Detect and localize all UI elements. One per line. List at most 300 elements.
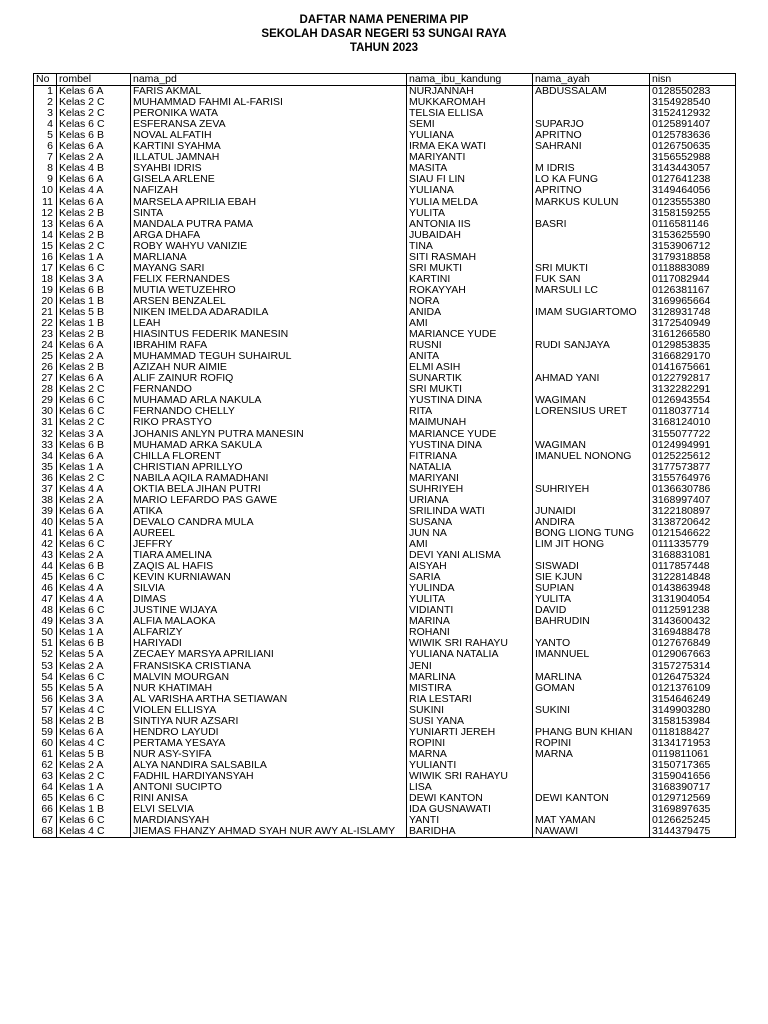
- cell-nisn: 3131904054: [650, 594, 736, 605]
- cell-nama-ibu-kandung: KARTINI: [407, 274, 533, 285]
- table-row: [34, 373, 736, 384]
- cell-nama-ayah: NAWAWI: [533, 826, 650, 838]
- cell-nama-ayah: ABDUSSALAM: [533, 86, 650, 98]
- cell-nama-pd: MUHAMAD ARKA SAKULA: [131, 440, 407, 451]
- cell-nama-pd: FERNANDO CHELLY: [131, 406, 407, 417]
- table-row: [34, 296, 736, 307]
- cell-nisn: 3169897635: [650, 804, 736, 815]
- cell-nama-ibu-kandung: YULINDA: [407, 583, 533, 594]
- cell-rombel: Kelas 2 C: [57, 384, 131, 395]
- cell-rombel: Kelas 6 A: [57, 528, 131, 539]
- cell-rombel: Kelas 3 A: [57, 616, 131, 627]
- cell-rombel: Kelas 4 A: [57, 583, 131, 594]
- cell-nama-ibu-kandung: LISA: [407, 782, 533, 793]
- cell-no: 39: [34, 506, 57, 517]
- cell-nama-ayah: SUPIAN: [533, 583, 650, 594]
- cell-nama-ayah: [533, 208, 650, 219]
- cell-nama-ayah: GOMAN: [533, 683, 650, 694]
- cell-rombel: Kelas 6 A: [57, 340, 131, 351]
- cell-no: 12: [34, 208, 57, 219]
- cell-nama-pd: SINTIYA NUR AZSARI: [131, 716, 407, 727]
- table-header: [34, 74, 736, 86]
- cell-nisn: 3179318858: [650, 252, 736, 263]
- cell-nama-ibu-kandung: SEMI: [407, 119, 533, 130]
- cell-no: 34: [34, 451, 57, 462]
- cell-nama-pd: LEAH: [131, 318, 407, 329]
- cell-nama-pd: MUTIA WETUZEHRO: [131, 285, 407, 296]
- cell-nama-pd: MARDIANSYAH: [131, 815, 407, 826]
- table-row: [34, 572, 736, 583]
- cell-nama-ayah: [533, 318, 650, 329]
- table-row: [34, 649, 736, 660]
- cell-nama-ayah: APRITNO: [533, 185, 650, 196]
- cell-no: 57: [34, 705, 57, 716]
- cell-no: 55: [34, 683, 57, 694]
- cell-nisn: 3155764976: [650, 473, 736, 484]
- table-row: [34, 738, 736, 749]
- cell-nama-ayah: AHMAD YANI: [533, 373, 650, 384]
- cell-nama-pd: NIKEN IMELDA ADARADILA: [131, 307, 407, 318]
- cell-rombel: Kelas 4 A: [57, 484, 131, 495]
- cell-nama-pd: JOHANIS ANLYN PUTRA MANESIN: [131, 429, 407, 440]
- table-row: [34, 672, 736, 683]
- cell-no: 58: [34, 716, 57, 727]
- cell-rombel: Kelas 2 B: [57, 362, 131, 373]
- cell-nisn: 0121546622: [650, 528, 736, 539]
- cell-nisn: 3158159255: [650, 208, 736, 219]
- cell-nama-pd: ELVI SELVIA: [131, 804, 407, 815]
- table-row: [34, 152, 736, 163]
- cell-nama-pd: SINTA: [131, 208, 407, 219]
- cell-nama-ayah: [533, 362, 650, 373]
- cell-nama-ayah: [533, 252, 650, 263]
- cell-nama-pd: IBRAHIM RAFA: [131, 340, 407, 351]
- cell-nama-ibu-kandung: JUN NA: [407, 528, 533, 539]
- cell-nama-ayah: BAHRUDIN: [533, 616, 650, 627]
- cell-no: 9: [34, 174, 57, 185]
- cell-nama-ayah: WAGIMAN: [533, 440, 650, 451]
- cell-nama-ayah: ROPINI: [533, 738, 650, 749]
- cell-rombel: Kelas 6 A: [57, 451, 131, 462]
- cell-nama-pd: FERNANDO: [131, 384, 407, 395]
- table-row: [34, 583, 736, 594]
- table-row: [34, 815, 736, 826]
- year-label: TAHUN 2023: [349, 42, 419, 54]
- cell-no: 62: [34, 760, 57, 771]
- cell-nama-pd: NABILA AQILA RAMADHANI: [131, 473, 407, 484]
- cell-nisn: 0125225612: [650, 451, 736, 462]
- cell-no: 26: [34, 362, 57, 373]
- cell-nisn: 0111335779: [650, 539, 736, 550]
- cell-no: 17: [34, 263, 57, 274]
- cell-nama-ibu-kandung: MARIANCE YUDE: [407, 329, 533, 340]
- cell-nama-ayah: [533, 694, 650, 705]
- cell-rombel: Kelas 2 C: [57, 771, 131, 782]
- cell-nama-ibu-kandung: RIA LESTARI: [407, 694, 533, 705]
- cell-nama-pd: MARLIANA: [131, 252, 407, 263]
- cell-nama-ayah: SIE KJUN: [533, 572, 650, 583]
- document-title: DAFTAR NAMA PENERIMA PIP: [299, 14, 469, 26]
- cell-nama-ibu-kandung: SUNARTIK: [407, 373, 533, 384]
- cell-rombel: Kelas 4 C: [57, 738, 131, 749]
- cell-nama-ayah: [533, 627, 650, 638]
- cell-rombel: Kelas 6 B: [57, 638, 131, 649]
- cell-nama-ibu-kandung: MARINA: [407, 616, 533, 627]
- table-row: [34, 506, 736, 517]
- cell-nama-ayah: MARLINA: [533, 672, 650, 683]
- cell-rombel: Kelas 1 A: [57, 252, 131, 263]
- cell-nama-ayah: [533, 296, 650, 307]
- cell-nama-pd: DEVALO CANDRA MULA: [131, 517, 407, 528]
- cell-nama-ibu-kandung: YULIANTI: [407, 760, 533, 771]
- cell-rombel: Kelas 3 A: [57, 429, 131, 440]
- cell-nisn: 0112591238: [650, 605, 736, 616]
- cell-nama-ayah: [533, 550, 650, 561]
- cell-rombel: Kelas 3 A: [57, 694, 131, 705]
- cell-nama-pd: ALIF ZAINUR ROFIQ: [131, 373, 407, 384]
- cell-rombel: Kelas 4 A: [57, 185, 131, 196]
- cell-nama-ayah: [533, 429, 650, 440]
- cell-nisn: 3144379475: [650, 826, 736, 838]
- cell-nama-ibu-kandung: NATALIA: [407, 462, 533, 473]
- cell-nama-pd: AZIZAH NUR AIMIE: [131, 362, 407, 373]
- cell-nama-ayah: [533, 760, 650, 771]
- table-row: [34, 771, 736, 782]
- cell-nama-ibu-kandung: DEVI YANI ALISMA: [407, 550, 533, 561]
- cell-rombel: Kelas 2 B: [57, 329, 131, 340]
- cell-no: 11: [34, 197, 57, 208]
- cell-rombel: Kelas 4 C: [57, 826, 131, 838]
- cell-nama-pd: MUHAMMAD TEGUH SUHAIRUL: [131, 351, 407, 362]
- cell-no: 38: [34, 495, 57, 506]
- col-header-nisn: nisn: [650, 74, 736, 86]
- cell-nama-pd: AUREEL: [131, 528, 407, 539]
- cell-nama-pd: ATIKA: [131, 506, 407, 517]
- cell-nama-ibu-kandung: WIWIK SRI RAHAYU: [407, 771, 533, 782]
- cell-rombel: Kelas 2 B: [57, 230, 131, 241]
- table-row: [34, 826, 736, 838]
- cell-nisn: 3149464056: [650, 185, 736, 196]
- cell-nama-pd: JUSTINE WIJAYA: [131, 605, 407, 616]
- cell-nama-pd: MARSELA APRILIA EBAH: [131, 197, 407, 208]
- table-body: [34, 86, 736, 838]
- cell-no: 45: [34, 572, 57, 583]
- table-row: [34, 406, 736, 417]
- cell-nama-pd: RIKO PRASTYO: [131, 417, 407, 428]
- cell-nama-ayah: LO KA FUNG: [533, 174, 650, 185]
- cell-nisn: 0122792817: [650, 373, 736, 384]
- cell-nama-ayah: ANDIRA: [533, 517, 650, 528]
- school-name: SEKOLAH DASAR NEGERI 53 SUNGAI RAYA: [261, 28, 507, 40]
- cell-nama-pd: MUHAMAD ARLA NAKULA: [131, 395, 407, 406]
- cell-nama-ayah: YULITA: [533, 594, 650, 605]
- cell-no: 40: [34, 517, 57, 528]
- cell-nama-pd: MARIO LEFARDO PAS GAWE: [131, 495, 407, 506]
- cell-nisn: 3168831081: [650, 550, 736, 561]
- cell-rombel: Kelas 6 A: [57, 373, 131, 384]
- cell-nama-ibu-kandung: BARIDHA: [407, 826, 533, 838]
- col-header-no: No: [34, 74, 57, 86]
- cell-rombel: Kelas 5 A: [57, 683, 131, 694]
- cell-nisn: 3159041656: [650, 771, 736, 782]
- cell-no: 16: [34, 252, 57, 263]
- cell-no: 63: [34, 771, 57, 782]
- cell-no: 32: [34, 429, 57, 440]
- cell-nama-pd: CHRISTIAN APRILLYO: [131, 462, 407, 473]
- cell-nisn: 3154646249: [650, 694, 736, 705]
- cell-rombel: Kelas 2 A: [57, 495, 131, 506]
- cell-rombel: Kelas 4 B: [57, 163, 131, 174]
- cell-nama-ayah: LIM JIT HONG: [533, 539, 650, 550]
- cell-rombel: Kelas 6 C: [57, 815, 131, 826]
- table-row: [34, 694, 736, 705]
- cell-rombel: Kelas 6 C: [57, 406, 131, 417]
- cell-no: 49: [34, 616, 57, 627]
- cell-no: 21: [34, 307, 57, 318]
- cell-nisn: 0136630786: [650, 484, 736, 495]
- table-row: [34, 307, 736, 318]
- cell-nama-pd: PERTAMA YESAYA: [131, 738, 407, 749]
- cell-no: 50: [34, 627, 57, 638]
- table-row: [34, 484, 736, 495]
- cell-no: 47: [34, 594, 57, 605]
- cell-nisn: 0125783636: [650, 130, 736, 141]
- cell-nisn: 0126750635: [650, 141, 736, 152]
- cell-nisn: 3143600432: [650, 616, 736, 627]
- table-row: [34, 462, 736, 473]
- cell-rombel: Kelas 6 C: [57, 672, 131, 683]
- cell-nisn: 0126381167: [650, 285, 736, 296]
- cell-nama-ibu-kandung: YULIANA: [407, 185, 533, 196]
- cell-nama-pd: ANTONI SUCIPTO: [131, 782, 407, 793]
- table-row: [34, 440, 736, 451]
- cell-rombel: Kelas 6 C: [57, 119, 131, 130]
- cell-no: 30: [34, 406, 57, 417]
- cell-nama-ayah: JUNAIDI: [533, 506, 650, 517]
- cell-rombel: Kelas 5 A: [57, 649, 131, 660]
- cell-no: 15: [34, 241, 57, 252]
- table-row: [34, 627, 736, 638]
- cell-nama-ayah: [533, 462, 650, 473]
- cell-nama-ayah: RUDI SANJAYA: [533, 340, 650, 351]
- cell-rombel: Kelas 4 C: [57, 705, 131, 716]
- cell-nama-pd: KEVIN KURNIAWAN: [131, 572, 407, 583]
- table-row: [34, 384, 736, 395]
- cell-nisn: 3161266580: [650, 329, 736, 340]
- cell-nama-ayah: APRITNO: [533, 130, 650, 141]
- cell-no: 51: [34, 638, 57, 649]
- cell-nama-ayah: MARSULI LC: [533, 285, 650, 296]
- cell-rombel: Kelas 6 A: [57, 86, 131, 98]
- cell-nama-ibu-kandung: SARIA: [407, 572, 533, 583]
- table-row: [34, 119, 736, 130]
- cell-nama-ibu-kandung: MARLINA: [407, 672, 533, 683]
- cell-nama-pd: JIEMAS FHANZY AHMAD SYAH NUR AWY AL-ISLAMY: [131, 826, 407, 838]
- cell-rombel: Kelas 2 C: [57, 417, 131, 428]
- cell-no: 2: [34, 97, 57, 108]
- table-row: [34, 417, 736, 428]
- cell-rombel: Kelas 1 A: [57, 462, 131, 473]
- cell-rombel: Kelas 6 C: [57, 572, 131, 583]
- cell-nisn: 0117082944: [650, 274, 736, 285]
- cell-rombel: Kelas 5 B: [57, 749, 131, 760]
- cell-no: 68: [34, 826, 57, 838]
- cell-no: 36: [34, 473, 57, 484]
- cell-nisn: 3169965664: [650, 296, 736, 307]
- table-row: [34, 340, 736, 351]
- cell-nama-ibu-kandung: MARNA: [407, 749, 533, 760]
- table-row: [34, 495, 736, 506]
- cell-nama-ayah: YANTO: [533, 638, 650, 649]
- cell-no: 8: [34, 163, 57, 174]
- cell-nama-ibu-kandung: MARIANCE YUDE: [407, 429, 533, 440]
- table-row: [34, 285, 736, 296]
- cell-nisn: 3132282291: [650, 384, 736, 395]
- table-row: [34, 97, 736, 108]
- cell-nama-ibu-kandung: ANTONIA IIS: [407, 219, 533, 230]
- cell-nisn: 0118037714: [650, 406, 736, 417]
- cell-nama-pd: MALVIN MOURGAN: [131, 672, 407, 683]
- cell-nama-pd: FELIX FERNANDES: [131, 274, 407, 285]
- table-row: [34, 804, 736, 815]
- cell-nisn: 3149903280: [650, 705, 736, 716]
- cell-rombel: Kelas 6 C: [57, 539, 131, 550]
- cell-nama-ayah: SUPARJO: [533, 119, 650, 130]
- table-row: [34, 561, 736, 572]
- table-row: [34, 163, 736, 174]
- cell-rombel: Kelas 1 A: [57, 782, 131, 793]
- cell-nisn: 3128931748: [650, 307, 736, 318]
- cell-nisn: 0117857448: [650, 561, 736, 572]
- cell-nama-pd: ALFARIZY: [131, 627, 407, 638]
- table-row: [34, 395, 736, 406]
- col-header-rombel: rombel: [57, 74, 131, 86]
- cell-nama-ayah: [533, 660, 650, 671]
- cell-nama-ayah: [533, 716, 650, 727]
- cell-no: 14: [34, 230, 57, 241]
- cell-nama-ayah: BASRI: [533, 219, 650, 230]
- cell-rombel: Kelas 2 A: [57, 760, 131, 771]
- table-row: [34, 263, 736, 274]
- cell-nama-ayah: [533, 329, 650, 340]
- table-row: [34, 705, 736, 716]
- cell-nama-ibu-kandung: ANITA: [407, 351, 533, 362]
- cell-nisn: 0129067663: [650, 649, 736, 660]
- cell-no: 67: [34, 815, 57, 826]
- cell-nama-pd: ILLATUL JAMNAH: [131, 152, 407, 163]
- cell-nama-ibu-kandung: VIDIANTI: [407, 605, 533, 616]
- cell-nisn: 3157275314: [650, 660, 736, 671]
- cell-nama-pd: JEFFRY: [131, 539, 407, 550]
- table-row: [34, 197, 736, 208]
- table-row: [34, 594, 736, 605]
- cell-nisn: 0127676849: [650, 638, 736, 649]
- cell-nama-ayah: LORENSIUS URET: [533, 406, 650, 417]
- cell-nama-ayah: [533, 241, 650, 252]
- cell-rombel: Kelas 4 A: [57, 594, 131, 605]
- table-row: [34, 318, 736, 329]
- cell-nama-ayah: SUHRIYEH: [533, 484, 650, 495]
- cell-no: 65: [34, 793, 57, 804]
- cell-nisn: 0126943554: [650, 395, 736, 406]
- cell-nisn: 3156552988: [650, 152, 736, 163]
- cell-nama-ayah: [533, 384, 650, 395]
- cell-nisn: 3158153984: [650, 716, 736, 727]
- cell-nama-ayah: BONG LIONG TUNG: [533, 528, 650, 539]
- cell-nama-ayah: FUK SAN: [533, 274, 650, 285]
- cell-nama-pd: NAFIZAH: [131, 185, 407, 196]
- cell-nisn: 0129712569: [650, 793, 736, 804]
- table-row: [34, 219, 736, 230]
- cell-no: 33: [34, 440, 57, 451]
- cell-nama-ibu-kandung: SIAU FI LIN: [407, 174, 533, 185]
- cell-nama-ayah: SAHRANI: [533, 141, 650, 152]
- table-row: [34, 605, 736, 616]
- cell-nama-pd: FRANSISKA CRISTIANA: [131, 660, 407, 671]
- cell-no: 48: [34, 605, 57, 616]
- table-row: [34, 274, 736, 285]
- cell-nama-ayah: WAGIMAN: [533, 395, 650, 406]
- table-row: [34, 727, 736, 738]
- col-header-nama-pd: nama_pd: [131, 74, 407, 86]
- cell-nama-ibu-kandung: ROPINI: [407, 738, 533, 749]
- cell-nama-ayah: [533, 417, 650, 428]
- cell-nama-pd: AL VARISHA ARTHA SETIAWAN: [131, 694, 407, 705]
- col-header-nama-ayah: nama_ayah: [533, 74, 650, 86]
- cell-rombel: Kelas 3 A: [57, 274, 131, 285]
- cell-no: 22: [34, 318, 57, 329]
- cell-nama-ibu-kandung: YANTI: [407, 815, 533, 826]
- cell-nisn: 3150717365: [650, 760, 736, 771]
- cell-nama-pd: NUR KHATIMAH: [131, 683, 407, 694]
- table-row: [34, 616, 736, 627]
- table-row: [34, 130, 736, 141]
- cell-rombel: Kelas 1 B: [57, 318, 131, 329]
- table-row: [34, 539, 736, 550]
- cell-no: 3: [34, 108, 57, 119]
- cell-rombel: Kelas 2 C: [57, 97, 131, 108]
- cell-nisn: 3143443057: [650, 163, 736, 174]
- cell-nisn: 3172540949: [650, 318, 736, 329]
- cell-nisn: 0126625245: [650, 815, 736, 826]
- cell-nama-pd: ALFIA MALAOKA: [131, 616, 407, 627]
- cell-rombel: Kelas 6 C: [57, 395, 131, 406]
- cell-nama-ayah: SUKINI: [533, 705, 650, 716]
- table-row: [34, 185, 736, 196]
- cell-no: 53: [34, 660, 57, 671]
- cell-no: 66: [34, 804, 57, 815]
- cell-nama-ayah: [533, 771, 650, 782]
- cell-nama-ayah: IMAM SUGIARTOMO: [533, 307, 650, 318]
- table-row: [34, 451, 736, 462]
- cell-rombel: Kelas 2 A: [57, 550, 131, 561]
- cell-no: 35: [34, 462, 57, 473]
- cell-no: 23: [34, 329, 57, 340]
- cell-nama-ibu-kandung: MASITA: [407, 163, 533, 174]
- table-row: [34, 230, 736, 241]
- cell-no: 27: [34, 373, 57, 384]
- cell-nama-pd: FADHIL HARDIYANSYAH: [131, 771, 407, 782]
- cell-nama-ibu-kandung: ROHANI: [407, 627, 533, 638]
- cell-no: 43: [34, 550, 57, 561]
- cell-rombel: Kelas 5 B: [57, 307, 131, 318]
- cell-nama-ibu-kandung: WIWIK SRI RAHAYU: [407, 638, 533, 649]
- cell-nama-ibu-kandung: RUSNI: [407, 340, 533, 351]
- cell-nama-ibu-kandung: DEWI KANTON: [407, 793, 533, 804]
- cell-nama-ibu-kandung: YULIA MELDA: [407, 197, 533, 208]
- cell-nisn: 0126475324: [650, 672, 736, 683]
- cell-nama-ibu-kandung: MUKKAROMAH: [407, 97, 533, 108]
